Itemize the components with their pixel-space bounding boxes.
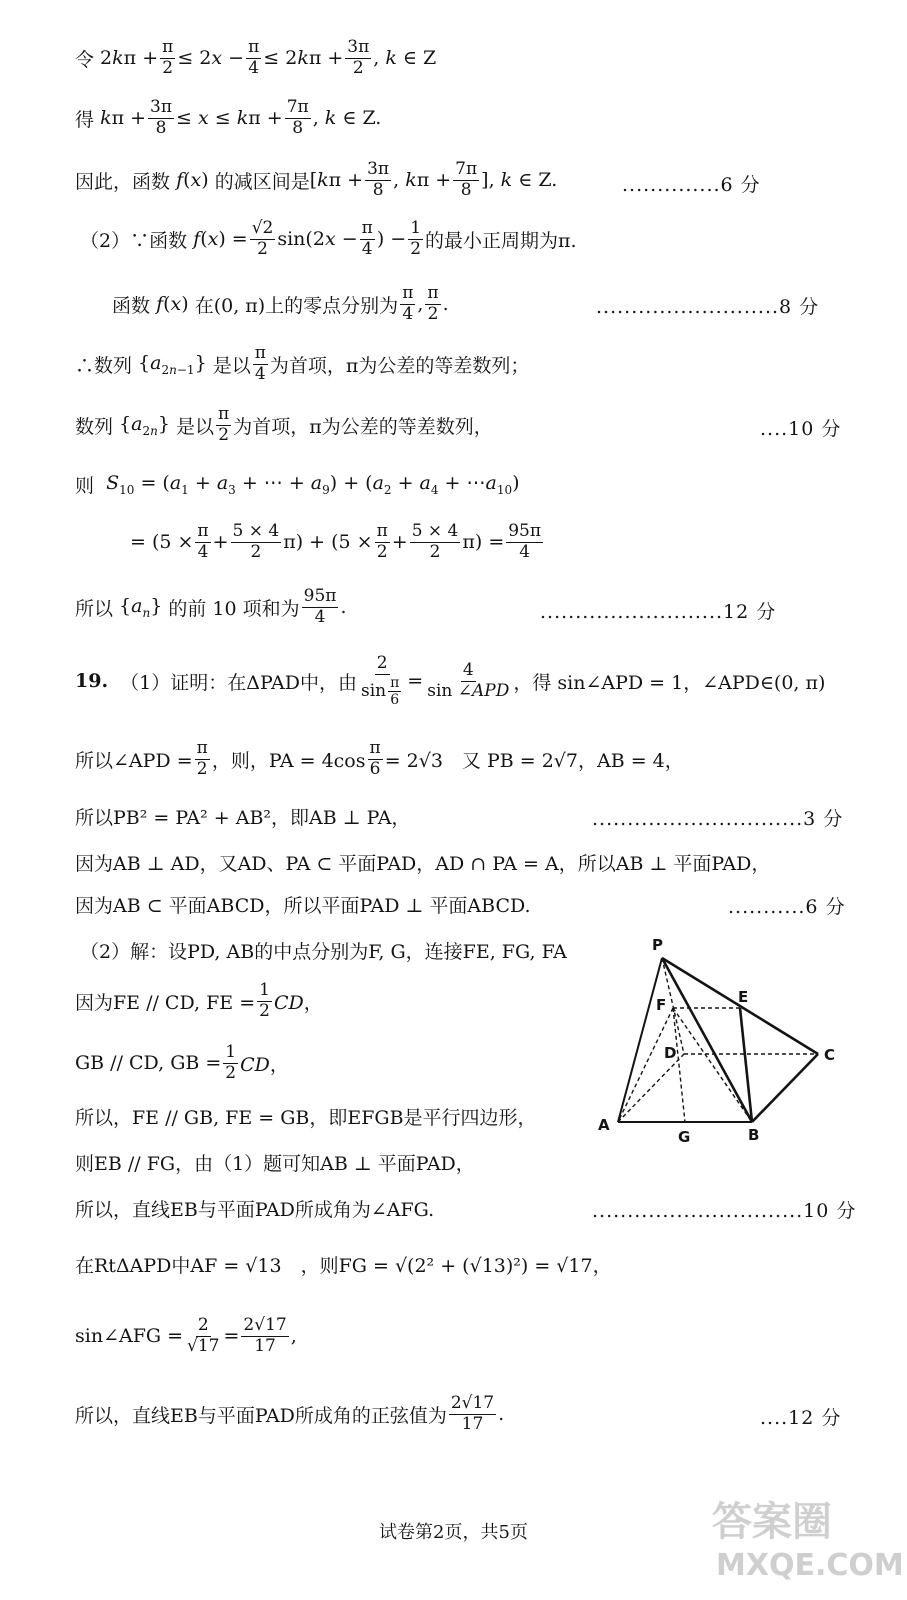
score-6-a: ..............6 分 bbox=[622, 174, 761, 196]
watermark-url: MXQE.COM bbox=[716, 1548, 904, 1583]
score-12-a: ..........................12 分 bbox=[540, 601, 777, 623]
line-1: 令 2kπ + $\frac{\pi}{2}$ ≤ 2x − $\frac{\pi}{4}$ ≤ 2kπ + $\frac{3\pi}{2}$ , k ∈ Z bbox=[75, 36, 437, 78]
pyramid-figure bbox=[592, 930, 852, 1150]
watermark-logo: 答案圈 bbox=[712, 1499, 832, 1545]
score-10-b: ..............................10 分 bbox=[592, 1200, 857, 1222]
score-10-a: ....10 分 bbox=[760, 418, 842, 440]
q19-line: 19. （1）证明：在ΔPAD中，由 2 sin $\frac{\pi}{6}$ = 4 sin ∠APD ，得 sin∠APD = 1，∠APD∈(0, π) bbox=[75, 653, 826, 708]
line-12: 所以∠APD = $\frac{\pi}{2}$ ，则，PA = 4cos $\frac{\pi}{6}$ = 2√3 又 PB = 2√7，AB = 4， bbox=[75, 737, 684, 779]
score-3: ..............................3 分 bbox=[592, 808, 844, 830]
line-15: 因为AB ⊂ 平面ABCD，所以平面PAD ⊥ 平面ABCD. bbox=[75, 894, 531, 917]
line-9: = (5 × $\frac{\pi}{4}$ + $\frac{5 \times 4}{2}$ π) + (5 × $\frac{\pi}{2}$ + $\frac{5 \times 4}{2}$ π) = $\frac{95\pi}{4}$ bbox=[130, 520, 542, 562]
label-P: P bbox=[652, 936, 663, 954]
edge-PC bbox=[662, 958, 818, 1054]
score-6-b: ...........6 分 bbox=[728, 896, 846, 918]
label-G: G bbox=[678, 1128, 691, 1146]
line-4: （2）∵函数 f(x) = $\frac{√2}{2}$ sin(2x − $\frac{\pi}{4}$ ) − $\frac{1}{2}$ 的最小正周期为π. bbox=[80, 217, 577, 259]
line-14: 因为AB ⊥ AD，又AD、PA ⊂ 平面PAD，AD ∩ PA = A，所以AB ⊥ 平面PAD， bbox=[75, 852, 771, 875]
line-7: 数列 $\{a_{2n}\}$ 是以 π 2 为首项，π为公差的等差数列， bbox=[75, 403, 493, 445]
line-21: 所以，直线EB与平面PAD所成角为∠AFG. bbox=[75, 1198, 435, 1221]
edge-FA bbox=[618, 1008, 673, 1122]
line-19: 所以，FE // GB, FE = GB，即EFGB是平行四边形， bbox=[75, 1106, 537, 1129]
line-16: （2）解：设PD, AB的中点分别为F, G，连接FE, FG, FA bbox=[80, 940, 567, 963]
line-23: sin∠AFG = $\frac{2}{√17}$ = $\frac{2√17}{17}$ , bbox=[75, 1314, 297, 1356]
line-24: 所以，直线EB与平面PAD所成角的正弦值为 2√17 17 . bbox=[75, 1392, 505, 1434]
line-18: GB // CD, GB = $\frac{1}{2}$ CD， bbox=[75, 1041, 289, 1083]
line-22: 在RtΔAPD中AF = √13 ，则FG = √(2² + (√13)²) = √17， bbox=[75, 1254, 612, 1277]
line-10: 所以 $\{a_n\}$ 的前 10 项和为 95π 4 . bbox=[75, 585, 347, 627]
label-C: C bbox=[824, 1046, 836, 1064]
label-D: D bbox=[664, 1044, 677, 1062]
score-8: ..........................8 分 bbox=[596, 296, 820, 318]
line-17: 因为FE // CD, FE = $\frac{1}{2}$ CD， bbox=[75, 979, 323, 1021]
label-A: A bbox=[598, 1116, 610, 1134]
line-20: 则EB // FG，由（1）题可知AB ⊥ 平面PAD， bbox=[75, 1152, 475, 1175]
line-6: ∴数列 $\{a_{2n-1}\}$ 是以 π 4 为首项，π为公差的等差数列； bbox=[75, 342, 530, 384]
line-2: 得 kπ + $\frac{3\pi}{8}$ ≤ x ≤ kπ + $\frac{7\pi}{8}$ , k ∈ Z. bbox=[75, 96, 382, 138]
page-footer: 试卷第2页，共5页 bbox=[379, 1522, 528, 1543]
label-E: E bbox=[738, 988, 749, 1006]
line-3: 因此，函数 f(x) 的减区间是 [kπ + $\frac{3\pi}{8}$ , kπ + $\frac{7\pi}{8}$ ], k ∈ Z. bbox=[75, 158, 558, 200]
edge-FG bbox=[673, 1008, 685, 1122]
edge-BC bbox=[752, 1054, 818, 1122]
edge-PA bbox=[618, 958, 662, 1122]
edge-FB bbox=[673, 1008, 752, 1122]
edge-PB bbox=[662, 958, 752, 1122]
line-8: 则 $S_{10} = (a_1 + a_3$ + ⋯ + $a_9) + (a_2 + a_4$ + $\cdots a_{10}$) bbox=[75, 471, 520, 497]
line-13: 所以PB² = PA² + AB²，即AB ⊥ PA， bbox=[75, 806, 411, 829]
score-12-b: ....12 分 bbox=[760, 1407, 842, 1429]
line-5: 函数 f(x) 在(0, π)上的零点分别为 π 4 , π 2 . bbox=[112, 282, 449, 324]
label-B: B bbox=[748, 1126, 760, 1144]
label-F: F bbox=[656, 996, 667, 1014]
